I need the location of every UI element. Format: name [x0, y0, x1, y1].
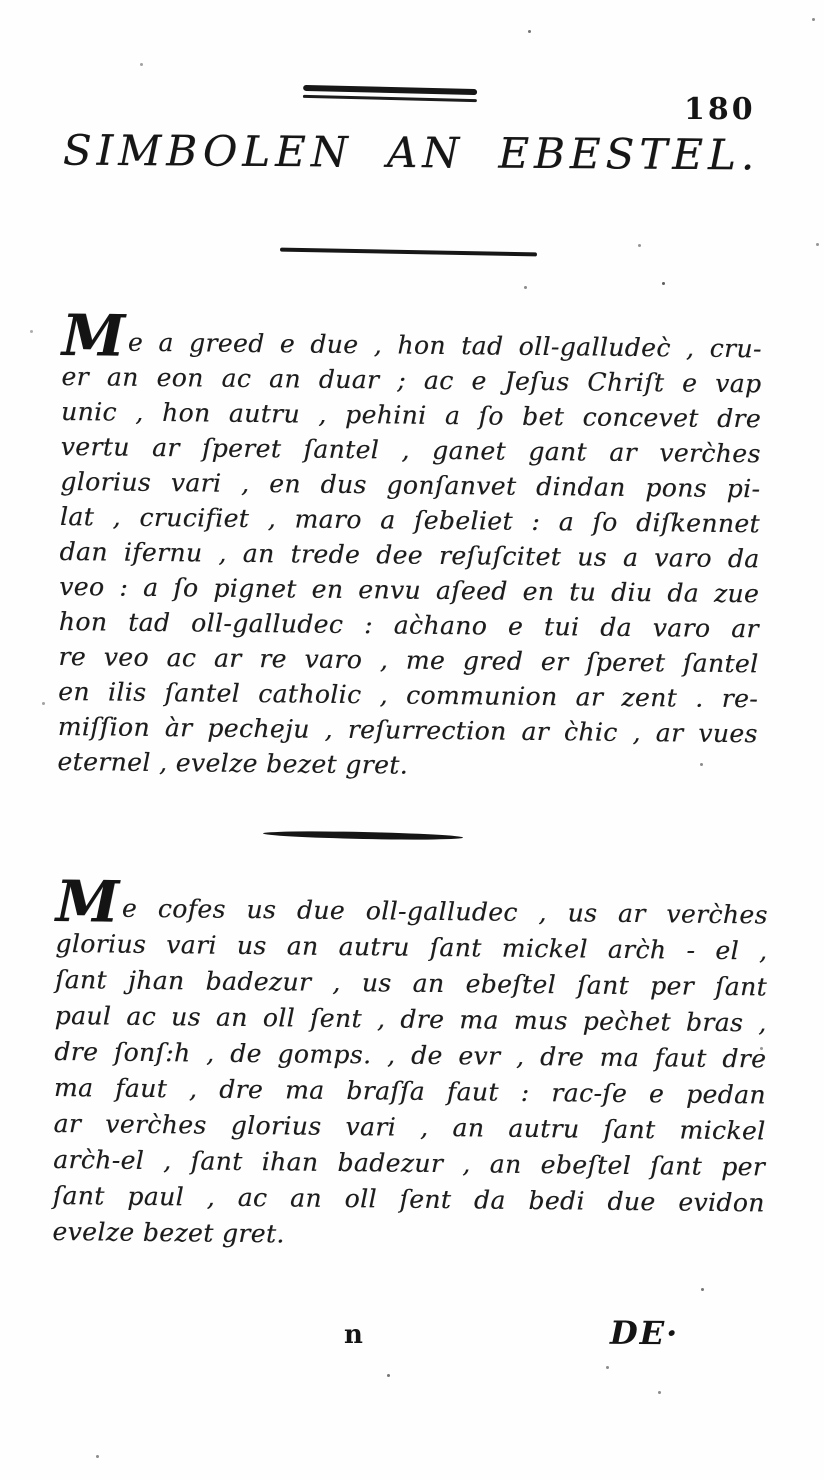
- drop-cap-initial: M: [55, 868, 120, 936]
- text-line: evelze bezet gret.: [52, 1216, 285, 1249]
- title-divider-rule: [280, 248, 537, 257]
- confiteor-paragraph: [52, 868, 768, 1257]
- text-line: dre ſonſ:h , de gomps. , de evr , dre ma faut dre: [54, 1036, 767, 1074]
- text-line: en ilis ſantel catholic , communion ar zent . re-: [57, 676, 759, 714]
- text-line: re veo ac ar re varo , me gred er ſperet ſantel: [58, 641, 759, 679]
- text-line: lat , crucifiet , maro a ſebeliet : a ſo diſkennet: [59, 501, 761, 539]
- text-line: ma faut , dre ma braſſa faut : rac-ſe e pedan: [53, 1072, 767, 1110]
- text-line: glorius vari us an autru ſant mickel arc̀h - el ,: [55, 928, 768, 966]
- text-line: glorius vari , en dus gonſanvet dindan pons pi-: [60, 466, 761, 504]
- text-line: dan ifernu , an trede dee reſuſcitet us a varo da: [59, 536, 760, 574]
- text-line: vertu ar ſperet ſantel , ganet gant ar verc̀hes: [60, 431, 761, 469]
- text-line: unic , hon autru , pehini a ſo bet concevet dre: [60, 396, 762, 434]
- page-title: SIMBOLEN AN EBESTEL.: [62, 125, 760, 180]
- header-rule-thick: [303, 85, 477, 95]
- paragraph-divider-rule: [263, 830, 463, 841]
- header-rule-thin: [303, 95, 477, 102]
- header-double-rule: [303, 85, 477, 105]
- creed-paragraph: [57, 302, 762, 786]
- text-line: veo : a ſo pignet en envu aſeed en tu diu da zue: [59, 571, 760, 609]
- text-line: hon tad oll-galludec : ac̀hano e tui da varo ar: [58, 606, 759, 644]
- text-line-content: e a greed e due , hon tad oll-galludec̀ , cru-: [127, 327, 762, 364]
- text-line: ſant paul , ac an oll ſent da bedi due evidon: [52, 1180, 765, 1218]
- text-line: miſſion àr pecheju , reſurrection ar c̀hic , ar vues: [57, 711, 758, 749]
- text-line: paul ac us an oll ſent , dre ma mus pec̀het bras ,: [54, 1000, 767, 1038]
- text-line: ar verc̀hes glorius vari , an autru ſant mickel: [53, 1108, 766, 1146]
- text-line-content: e cofes us due oll-galludec , us ar verc̀hes: [121, 893, 768, 930]
- text-line: er an eon ac an duar ; ac e Jeſus Chriſt e vap: [61, 361, 762, 399]
- catchword: DE·: [609, 1313, 680, 1353]
- text-line: ſant jhan badezur , us an ebeſtel ſant per ſant: [54, 964, 768, 1002]
- page-number: 180: [684, 92, 756, 127]
- signature-mark: n: [344, 1320, 363, 1350]
- text-line: eternel , evelze bezet gret.: [57, 746, 409, 780]
- drop-cap-initial: M: [61, 302, 126, 370]
- text-line: arc̀h-el , ſant ihan badezur , an ebeſtel ſant per: [53, 1144, 766, 1182]
